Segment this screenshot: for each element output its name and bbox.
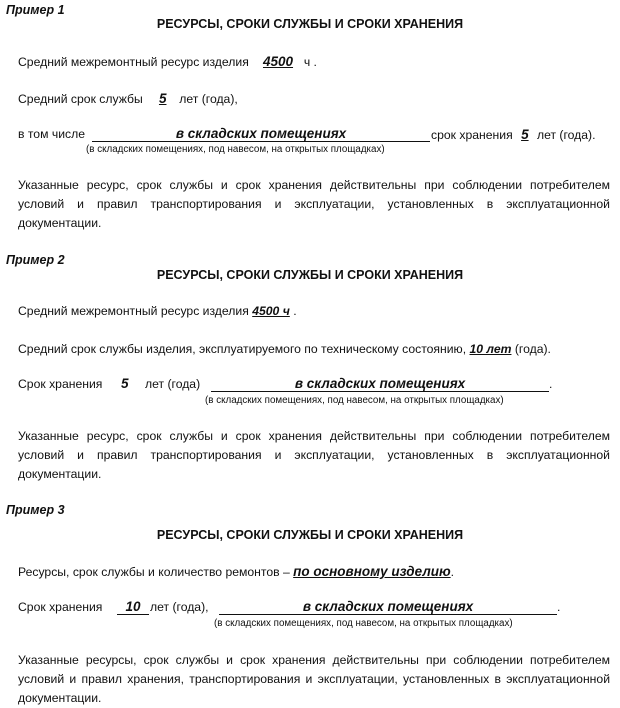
example-2-hint: (в складских помещениях, под навесом, на открытых площадках) — [205, 395, 504, 406]
example-1-service-line — [18, 91, 238, 107]
storage-value: 5 — [121, 376, 129, 391]
example-3-storage-line — [18, 600, 102, 615]
example-1-hint: (в складских помещениях, под навесом, на открытых площадках) — [86, 144, 385, 155]
example-2-storage-line — [18, 377, 102, 392]
resource-text: Средний межремонтный ресурс изделия — [18, 55, 249, 69]
incl-text: в том числе — [18, 127, 85, 141]
resource-value: 4500 ч — [252, 304, 290, 318]
resource-unit: ч . — [303, 55, 317, 69]
storage-end: . — [557, 600, 561, 614]
resource-value: 4500 — [262, 54, 294, 69]
resources-value: по основному изделию — [293, 564, 451, 579]
example-1-note: Указанные ресурс, срок службы и срок хранения действительны при соблюдении потребителем условий и правил транспортирования и эксплуатации, установленных в эксплуатационной документации. — [18, 178, 610, 230]
example-3-hint: (в складских помещениях, под навесом, на открытых площадках) — [214, 618, 513, 629]
storage-place: в складских помещениях — [219, 600, 557, 615]
example-3-resources-line — [18, 564, 454, 580]
resource-text: Средний межремонтный ресурс изделия — [18, 304, 249, 318]
example-2-resource-line — [18, 304, 297, 319]
storage-text: Срок хранения — [18, 600, 103, 614]
example-3-note: Указанные ресурсы, срок службы и срок хранения действительны при соблюдении потребителем условий и правил хранения, транспортирования и эксплуатации, установленных в эксплуатационной документации. — [18, 653, 610, 705]
resources-text: Ресурсы, срок службы и количество ремонтов – — [18, 565, 290, 579]
service-text: Средний срок службы изделия, эксплуатируемого по техническому состоянию, — [18, 342, 467, 356]
storage-end: . — [549, 377, 553, 391]
storage-place: в складских помещениях — [92, 127, 430, 142]
service-unit: (года). — [514, 342, 551, 356]
storage-unit: лет (года), — [150, 600, 209, 614]
example-2-label: Пример 2 — [6, 253, 65, 267]
example-1-heading: РЕСУРСЫ, СРОКИ СЛУЖБЫ И СРОКИ ХРАНЕНИЯ — [156, 17, 464, 31]
storage-unit: лет (года). — [536, 128, 596, 142]
service-value: 5 — [158, 91, 167, 106]
example-1-resource-line — [18, 54, 317, 70]
resources-end: . — [450, 565, 455, 579]
example-3-heading: РЕСУРСЫ, СРОКИ СЛУЖБЫ И СРОКИ ХРАНЕНИЯ — [156, 528, 464, 542]
example-2-service-line — [18, 342, 551, 357]
storage-value: 10 — [117, 600, 149, 615]
example-2-note: Указанные ресурс, срок службы и срок хранения действительны при соблюдении потребителем условий и правил транспортирования и эксплуатации, установленных в эксплуатационной документации. — [18, 429, 610, 481]
example-3-label: Пример 3 — [6, 503, 65, 517]
storage-unit: лет (года) — [145, 377, 201, 391]
example-1-label: Пример 1 — [6, 3, 65, 17]
storage-text: срок хранения — [431, 128, 513, 142]
service-text: Средний срок службы — [18, 92, 143, 106]
example-1-incl-line — [18, 127, 85, 142]
service-unit: лет (года), — [179, 92, 238, 106]
storage-value: 5 — [521, 127, 529, 142]
resource-end: . — [293, 304, 297, 318]
example-2-heading: РЕСУРСЫ, СРОКИ СЛУЖБЫ И СРОКИ ХРАНЕНИЯ — [156, 268, 464, 282]
service-value: 10 лет — [469, 342, 512, 356]
storage-place: в складских помещениях — [211, 377, 549, 392]
storage-text: Срок хранения — [18, 377, 103, 391]
